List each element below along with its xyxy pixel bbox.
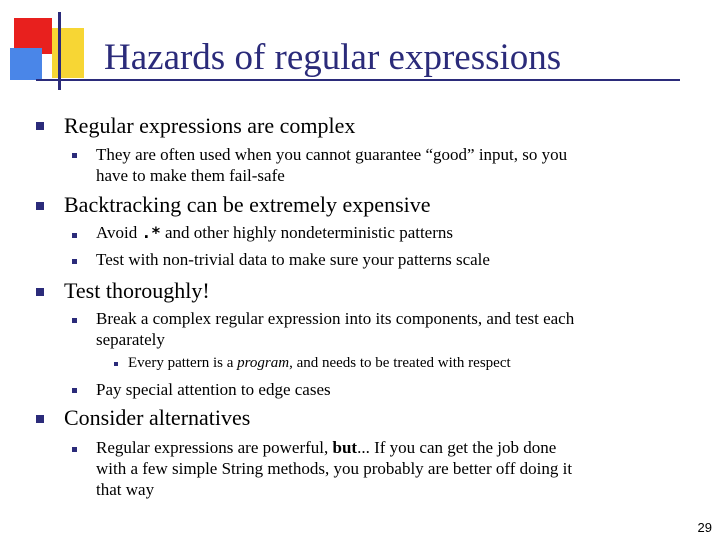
- text-line: that way: [96, 480, 155, 499]
- sub-bullet-icon: [72, 318, 77, 323]
- text-post: , and needs to be treated with respect: [289, 355, 511, 371]
- text-post: and other highly nondeterministic patterns: [160, 223, 454, 242]
- text-pre: Regular expressions are powerful,: [96, 438, 333, 457]
- sub-bullet-icon: [72, 388, 77, 393]
- emphasis-program: program: [237, 355, 290, 371]
- slide-title: Hazards of regular expressions: [104, 37, 562, 78]
- sub-bullet-regex-complex: [96, 144, 567, 186]
- text-line: Break a complex regular expression into its components, and test each: [96, 309, 575, 328]
- code-pattern: .*: [141, 223, 161, 242]
- bullet-regex-complex: Regular expressions are complex: [64, 113, 356, 138]
- bullet-alternatives: Consider alternatives: [64, 405, 251, 430]
- text-line: with a few simple String methods, you probably are better off doing it: [96, 459, 573, 478]
- blue-square: [10, 48, 42, 80]
- bullet-square-icon: [36, 288, 44, 296]
- sub-bullet-icon: [72, 233, 77, 238]
- text-pre: Avoid: [96, 223, 142, 242]
- text-line: separately: [96, 330, 165, 349]
- sub-bullet-icon: [72, 447, 77, 452]
- sub-bullet-test-data: Test with non-trivial data to make sure your patterns scale: [96, 250, 490, 269]
- bullet-backtracking: Backtracking can be extremely expensive: [64, 192, 431, 217]
- text-line: have to make them fail-safe: [96, 166, 285, 185]
- sub-bullet-icon: [72, 259, 77, 264]
- text-line: [96, 437, 572, 458]
- yellow-square: [52, 28, 84, 78]
- bullet-test-thoroughly: Test thoroughly!: [64, 278, 210, 303]
- sub-bullet-edge-cases: Pay special attention to edge cases: [96, 380, 331, 399]
- text-post: ... If you can get the job done: [357, 438, 557, 457]
- corner-decoration: [0, 0, 110, 100]
- sub-sub-bullet-icon: [114, 362, 118, 366]
- bullet-square-icon: [36, 122, 44, 130]
- bullet-square-icon: [36, 415, 44, 423]
- sub-sub-bullet-program: [128, 355, 511, 372]
- page-number: 29: [697, 520, 712, 535]
- sub-bullet-alternatives: [96, 437, 572, 500]
- sub-bullet-avoid: [96, 222, 453, 243]
- title-underline: [36, 79, 680, 81]
- text-pre: Every pattern is a: [128, 355, 238, 371]
- bullet-square-icon: [36, 202, 44, 210]
- sub-bullet-icon: [72, 153, 77, 158]
- sub-bullet-break-regex: [96, 308, 574, 350]
- emphasis-but: but: [332, 438, 358, 457]
- text-line: They are often used when you cannot guarantee “good” input, so you: [96, 145, 568, 164]
